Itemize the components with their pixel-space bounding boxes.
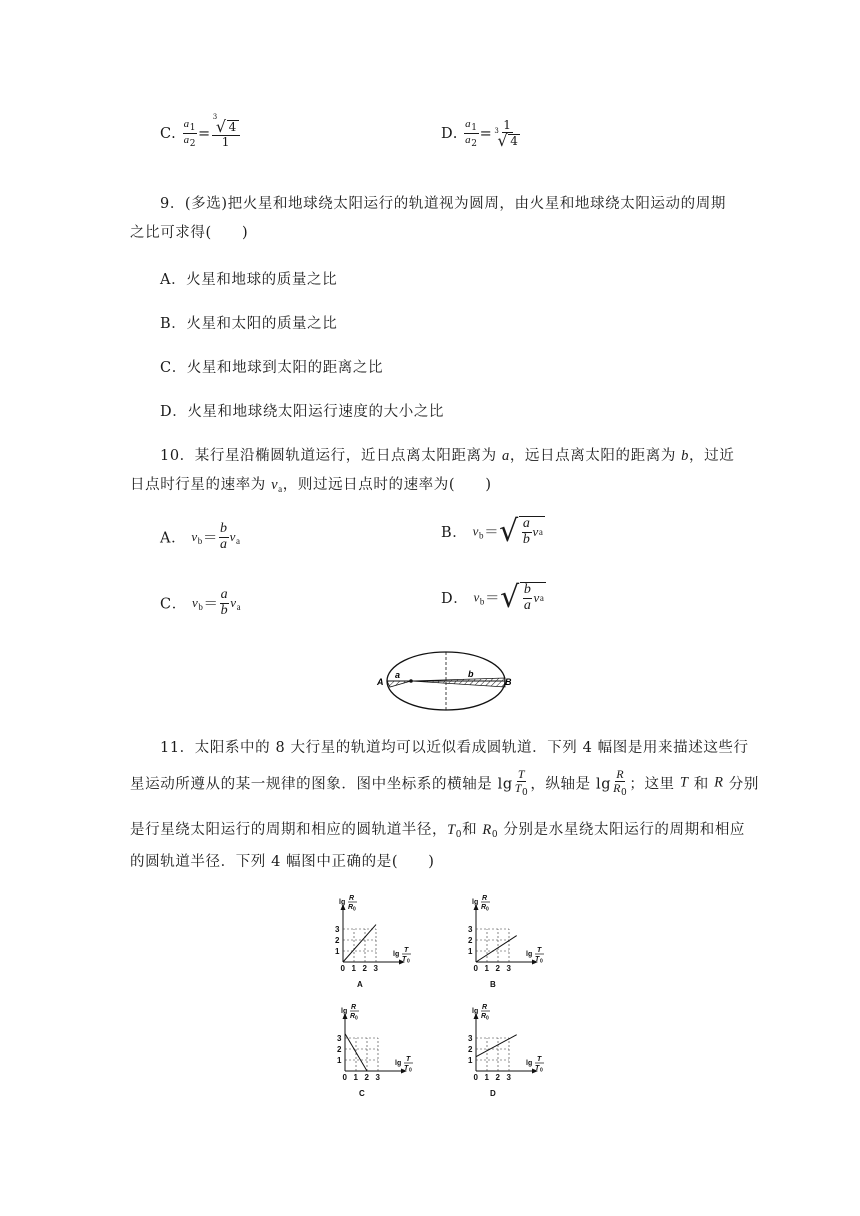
y-axis-label-lg: lg — [339, 899, 346, 906]
point-a-label: A — [377, 677, 384, 687]
x-axis-label-num: T — [404, 947, 409, 954]
y-axis-label-den: R — [481, 904, 487, 911]
q9-option-d: D．火星和地球绕太阳运行速度的大小之比 — [160, 404, 445, 420]
q11-stem-line2: 星运动所遵从的某一规律的图象．图中坐标系的横轴是 lg $\frac{T}{T_0}$ ，纵轴是 lg $\frac{R}{R_0}$ ；这里 T 和 R 分别 — [130, 767, 759, 798]
x-axis-label-den: T — [404, 1065, 409, 1072]
x-tick-label: 1 — [353, 1073, 358, 1082]
fraction-a1-a2: $\frac{a_1}{a_2}$ — [465, 118, 478, 150]
distance-a-label: a — [395, 670, 401, 680]
point-b-label: B — [505, 677, 512, 687]
fraction-a1-a2: $\frac{a_1}{a_2}$ — [183, 118, 197, 150]
x-axis-label-den: T — [402, 956, 407, 963]
x-axis-label-lg: lg — [526, 1060, 533, 1067]
x-tick-label: 3 — [506, 1073, 511, 1082]
q10-option-b: B． $v_b=$ √ $\frac{a}{b}$ v a — [441, 513, 544, 549]
y-axis-label-den: R — [350, 1013, 356, 1020]
x-axis-label-den-sub: 0 — [540, 1067, 543, 1074]
fraction-t-t0: $\frac{T}{T_0}$ — [514, 767, 529, 798]
square-root: √ $\frac{b}{a}$ v a — [500, 579, 545, 615]
y-axis-label-num: R — [482, 895, 488, 902]
orbit-ellipse-figure — [374, 650, 514, 720]
x-tick-label: 1 — [351, 964, 356, 973]
hatched-area-near — [387, 681, 411, 687]
y-axis-label-num: R — [349, 895, 355, 902]
radical-icon: √ — [500, 579, 520, 615]
x-tick-label: 2 — [495, 964, 500, 973]
y-tick-label: 2 — [337, 1045, 342, 1054]
q11-stem-line1: 11．太阳系中的 8 大行星的轨道均可以近似看成圆轨道．下列 4 幅图是用来描述这些行 — [160, 740, 749, 756]
y-axis-label-num: R — [351, 1004, 357, 1011]
y-tick-label: 1 — [468, 947, 473, 956]
y-axis-label-lg: lg — [472, 899, 479, 906]
y-tick-label: 1 — [468, 1056, 473, 1065]
x-tick-label: 3 — [506, 964, 511, 973]
graph-caption: B — [490, 980, 496, 989]
x-axis-label-num: T — [537, 1056, 542, 1063]
square-root: √ $\frac{a}{b}$ v a — [499, 513, 544, 549]
q9-stem-line1: 9．(多选)把火星和地球绕太阳运行的轨道视为圆周，由火星和地球绕太阳运动的周期 — [160, 196, 726, 212]
graph-caption: A — [357, 980, 363, 989]
y-tick-label: 3 — [468, 925, 473, 934]
q9-option-a: A．火星和地球的质量之比 — [160, 272, 338, 288]
fraction-r-r0: $\frac{R}{R_0}$ — [613, 767, 628, 798]
y-axis-label-num: R — [482, 1004, 488, 1011]
x-tick-label: 1 — [484, 1073, 489, 1082]
q9-option-c: C．火星和地球到太阳的距离之比 — [160, 360, 384, 376]
hatched-area-far — [411, 678, 505, 687]
x-axis-label-den: T — [535, 1065, 540, 1072]
q10-stem-line2: 日点时行星的速率为 $v_a$，则过远日点时的速率为( ) — [130, 477, 492, 494]
y-axis-label-lg: lg — [341, 1008, 348, 1015]
y-tick-label: 1 — [335, 947, 340, 956]
graph-caption: C — [359, 1089, 365, 1098]
y-tick-label: 1 — [337, 1056, 342, 1065]
y-tick-label: 2 — [335, 936, 340, 945]
q9-option-b: B．火星和太阳的质量之比 — [160, 316, 338, 332]
option-label: D. — [441, 125, 458, 142]
x-tick-label: 0 — [342, 1073, 347, 1082]
q8-option-d — [441, 118, 522, 150]
graph-line — [476, 936, 517, 962]
x-tick-label: 1 — [484, 964, 489, 973]
graphs-figure — [318, 888, 568, 1098]
y-axis-label-den-sub: 0 — [486, 1015, 489, 1022]
x-axis-label-lg: lg — [393, 951, 400, 958]
x-axis-label-den-sub: 0 — [407, 958, 410, 965]
x-tick-label: 2 — [364, 1073, 369, 1082]
x-axis-label-num: T — [537, 947, 542, 954]
q10-option-c: C． $v_b=$ $\frac{a}{b}$ $v_a$ — [160, 587, 242, 618]
x-tick-label: 2 — [495, 1073, 500, 1082]
graph-line — [343, 925, 376, 962]
equals-sign: = — [198, 125, 211, 142]
x-axis-label-den-sub: 0 — [409, 1067, 412, 1074]
x-tick-label: 0 — [473, 964, 478, 973]
q10-stem-line1: 10．某行星沿椭圆轨道运行，近日点离太阳距离为 a，远日点离太阳的距离为 b，过近 — [160, 448, 735, 464]
sun-dot — [409, 679, 413, 683]
x-axis-label-lg: lg — [526, 951, 533, 958]
y-tick-label: 3 — [337, 1034, 342, 1043]
y-axis-label-den: R — [348, 904, 354, 911]
x-tick-label: 3 — [373, 964, 378, 973]
q8-option-c — [160, 113, 241, 150]
radical-icon: √ — [215, 117, 227, 137]
distance-b-label: b — [468, 669, 474, 679]
y-axis-label-den-sub: 0 — [486, 906, 489, 913]
graph-caption: D — [490, 1089, 496, 1098]
y-axis-label-den-sub: 0 — [353, 906, 356, 913]
x-tick-label: 2 — [362, 964, 367, 973]
q10-option-a: A． $v_b=$ $\frac{b}{a}$ $v_a$ — [160, 521, 241, 552]
x-axis-label-den-sub: 0 — [540, 958, 543, 965]
y-axis-label-den-sub: 0 — [355, 1015, 358, 1022]
fraction-cube-root: 3 √ 4 1 — [212, 119, 240, 149]
x-axis-label-den: T — [535, 956, 540, 963]
y-axis-label-lg: lg — [472, 1008, 479, 1015]
y-tick-label: 3 — [335, 925, 340, 934]
y-tick-label: 3 — [468, 1034, 473, 1043]
option-label: C. — [160, 125, 177, 142]
equals-sign: = — [479, 125, 493, 142]
radical-icon: √ — [499, 513, 519, 549]
q9-stem-line2: 之比可求得( ) — [130, 225, 249, 241]
x-tick-label: 0 — [473, 1073, 478, 1082]
x-tick-label: 3 — [375, 1073, 380, 1082]
y-axis-label-den: R — [481, 1013, 487, 1020]
fraction: $\frac{a}{b}$ — [220, 587, 229, 618]
x-tick-label: 0 — [340, 964, 345, 973]
q11-stem-line4: 的圆轨道半径．下列 4 幅图中正确的是( ) — [130, 854, 435, 870]
radical-icon: √ — [497, 130, 509, 150]
y-tick-label: 2 — [468, 936, 473, 945]
q11-stem-line3: 是行星绕太阳运行的周期和相应的圆轨道半径，$T_0$和 $R_0$ 分别是水星绕太阳运行的周期和相应 — [130, 822, 746, 840]
q10-option-d: D． $v_b=$ √ $\frac{b}{a}$ v a — [441, 579, 545, 615]
fraction: $\frac{b}{a}$ — [219, 521, 228, 552]
fraction-one-over-cube-root: 1 3 √ 4 — [494, 118, 519, 150]
x-axis-label-num: T — [406, 1056, 411, 1063]
y-tick-label: 2 — [468, 1045, 473, 1054]
x-axis-label-lg: lg — [395, 1060, 402, 1067]
